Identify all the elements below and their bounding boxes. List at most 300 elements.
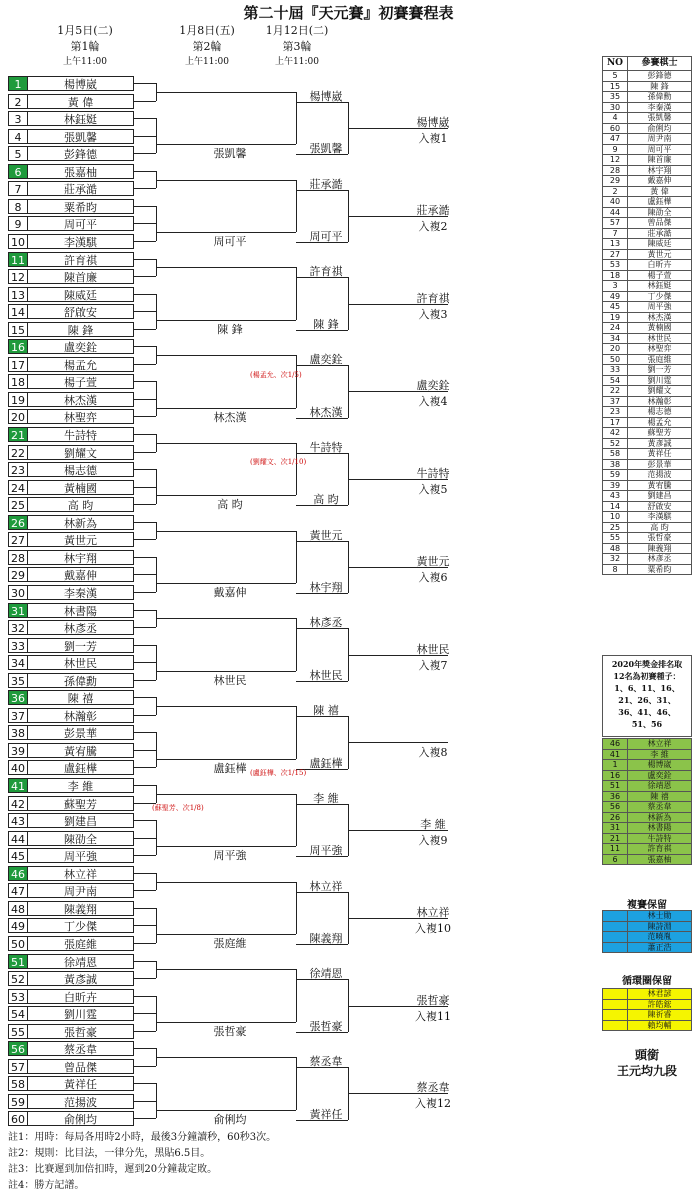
- bracket-line: [134, 171, 156, 172]
- seed-number: 46: [8, 866, 28, 881]
- qualifier-label: 入複7: [418, 658, 448, 672]
- bracket-line: [134, 662, 156, 663]
- reserve-empty: [603, 1010, 628, 1021]
- table-no: 14: [603, 501, 628, 512]
- bracket-line: [134, 767, 156, 768]
- footnote: 註2：規則：比目法，一律分先，黑貼6.5目。: [8, 1148, 211, 1159]
- round-number: 第3輪: [282, 40, 312, 53]
- bracket-line: [256, 618, 296, 619]
- player-name: 盧鈺樺: [28, 760, 134, 775]
- player-name: 楊博崴: [28, 76, 134, 91]
- bracket-line: [156, 267, 256, 268]
- seed-note-line: 36、41、46、: [618, 707, 676, 717]
- table-row: [603, 480, 692, 491]
- bracket-line: [134, 557, 156, 558]
- player-name: 張哲豪: [28, 1024, 134, 1039]
- table-row: [603, 564, 692, 575]
- seed-row: [603, 781, 692, 792]
- table-player: 黃世元: [628, 249, 692, 260]
- bracket-line: [134, 645, 156, 646]
- player-name: 林鈺娗: [28, 111, 134, 126]
- player-name: 黃 偉: [28, 94, 134, 109]
- player-name: 林世民: [28, 655, 134, 670]
- table-player: 俞俐均: [628, 123, 692, 134]
- seed-note-line: 12名為初賽種子：: [613, 671, 681, 681]
- seed-player: 盧奕銓: [628, 770, 692, 781]
- footnote: 註1：用時：每局各用時2小時，最後3分鐘讀秒，60秒3次。: [8, 1132, 277, 1143]
- seed-number: 59: [8, 1094, 28, 1109]
- seed-no: 36: [603, 791, 628, 802]
- bracket-line: [134, 241, 156, 242]
- table-row: [603, 365, 692, 376]
- bracket-line: [256, 443, 296, 444]
- seed-number: 44: [8, 831, 28, 846]
- table-row: [603, 165, 692, 176]
- bracket-line: [134, 978, 156, 979]
- table-row: [603, 533, 692, 544]
- seed-row: [603, 739, 692, 750]
- table-no: 4: [603, 113, 628, 124]
- round3-winner: 許育祺: [416, 291, 450, 305]
- table-no: 43: [603, 491, 628, 502]
- bracket-line: [156, 92, 256, 93]
- seed-number: 42: [8, 796, 28, 811]
- table-no: 2: [603, 186, 628, 197]
- round-number: 第2輪: [192, 40, 222, 53]
- bracket-line: [156, 180, 256, 181]
- round2-player: 林宇翔: [309, 581, 343, 595]
- bracket-line: [156, 908, 157, 934]
- reserve-row: [603, 989, 692, 1000]
- table-row: [603, 291, 692, 302]
- bracket-line: [256, 969, 296, 970]
- bracket-line: [134, 697, 156, 698]
- table-no: 38: [603, 459, 628, 470]
- player-name: 黃彥誠: [28, 971, 134, 986]
- round1-winner: 張哲豪: [213, 1024, 247, 1038]
- table-player: 林鈺娗: [628, 281, 692, 292]
- seed-number: 34: [8, 655, 28, 670]
- reserve-empty: [603, 1020, 628, 1031]
- table-no: 12: [603, 155, 628, 166]
- player-name: 劉一芳: [28, 638, 134, 653]
- round2-player: 楊博崴: [309, 89, 343, 103]
- player-name: 李 維: [28, 778, 134, 793]
- table-player: 莊承澔: [628, 228, 692, 239]
- round3-winner: 楊博崴: [416, 116, 450, 130]
- table-player: 劉一芳: [628, 365, 692, 376]
- player-name: 陳義翔: [28, 901, 134, 916]
- bracket-line: [134, 259, 156, 260]
- bracket-line: [134, 469, 156, 470]
- bracket-line: [156, 1057, 256, 1058]
- round1-winner: 周平強: [213, 849, 247, 863]
- qualifier-label: 入複4: [418, 395, 448, 409]
- seed-row: [603, 760, 692, 771]
- round1-winner: 林杰漢: [213, 410, 247, 424]
- table-player: 周可平: [628, 144, 692, 155]
- table-row: [603, 155, 692, 166]
- bracket-line: [156, 531, 256, 532]
- table-player: 林彥丞: [628, 554, 692, 565]
- bracket-line: [256, 706, 296, 707]
- table-row: [603, 228, 692, 239]
- qualifier-label: 入複10: [415, 921, 451, 935]
- player-name: 黃祥任: [28, 1076, 134, 1091]
- table-row: [603, 186, 692, 197]
- table-no: 25: [603, 522, 628, 533]
- table-no: 9: [603, 144, 628, 155]
- reserve-player: 陳詩淵: [628, 921, 692, 932]
- round1-winner: 張庭維: [213, 937, 247, 951]
- seed-number: 24: [8, 480, 28, 495]
- player-name: 周可平: [28, 216, 134, 231]
- round-time: 上午11:00: [275, 57, 319, 67]
- bracket-line: [134, 504, 156, 505]
- round1-winner: 高 昀: [217, 498, 243, 512]
- bracket-line: [134, 136, 156, 137]
- round1-winner: 陳 鋒: [217, 322, 243, 336]
- bracket-line: [134, 487, 156, 488]
- table-row: [603, 333, 692, 344]
- table-row: [603, 176, 692, 187]
- player-name: 陳 鋒: [28, 322, 134, 337]
- seed-no: 51: [603, 781, 628, 792]
- table-row: [603, 344, 692, 355]
- table-no: 58: [603, 449, 628, 460]
- seed-number: 23: [8, 462, 28, 477]
- seed-player: 徐靖恩: [628, 781, 692, 792]
- seed-number: 13: [8, 287, 28, 302]
- round3-winner: 黃世元: [416, 554, 450, 568]
- qualifier-label: 入複11: [415, 1009, 451, 1023]
- round2-player: 莊承澔: [309, 177, 343, 191]
- reserve-player: 許皓鋐: [628, 999, 692, 1010]
- round3-winner: 蔡丞韋: [416, 1081, 450, 1095]
- bracket-line: [256, 934, 296, 935]
- player-name: 蔡丞韋: [28, 1041, 134, 1056]
- table-row: [603, 197, 692, 208]
- table-player: 周尹南: [628, 134, 692, 145]
- bracket-line: [134, 364, 156, 365]
- seed-no: 6: [603, 854, 628, 865]
- table-no: 40: [603, 197, 628, 208]
- round2-player: 徐靖恩: [309, 967, 343, 981]
- player-name: 丁少傑: [28, 918, 134, 933]
- bracket-line: [156, 645, 157, 671]
- player-name: 莊承澔: [28, 181, 134, 196]
- player-name: 林新為: [28, 515, 134, 530]
- table-no: 13: [603, 239, 628, 250]
- table-no: 34: [603, 333, 628, 344]
- table-no: 53: [603, 260, 628, 271]
- seed-number: 54: [8, 1006, 28, 1021]
- seed-note: [602, 655, 692, 737]
- player-name: 許育祺: [28, 252, 134, 267]
- seed-player: 陳 禧: [628, 791, 692, 802]
- seed-number: 20: [8, 409, 28, 424]
- table-player: 范揚波: [628, 470, 692, 481]
- player-name: 陳劭全: [28, 831, 134, 846]
- table-row: [603, 102, 692, 113]
- round2-player: 許育祺: [309, 265, 343, 279]
- table-row: [603, 260, 692, 271]
- bracket-line: [134, 1066, 156, 1067]
- round2-player: 李 維: [313, 791, 339, 805]
- player-name: 楊子萱: [28, 374, 134, 389]
- bracket-line: [134, 416, 156, 417]
- player-name: 高 昀: [28, 497, 134, 512]
- seed-number: 27: [8, 532, 28, 547]
- table-no: 48: [603, 543, 628, 554]
- table-no: 30: [603, 102, 628, 113]
- player-name: 陳 禧: [28, 690, 134, 705]
- player-name: 張庭維: [28, 936, 134, 951]
- bracket-line: [156, 469, 157, 495]
- table-row: [603, 428, 692, 439]
- round1-winner: 戴嘉伸: [213, 586, 247, 600]
- reserve-row: [603, 932, 692, 943]
- bracket-line: [156, 618, 256, 619]
- round2-player: 陳 鋒: [313, 317, 339, 331]
- bracket-line: [256, 583, 296, 584]
- table-row: [603, 312, 692, 323]
- bracket-line: [134, 294, 156, 295]
- player-name: 陳首廉: [28, 269, 134, 284]
- round1-winner: 周可平: [213, 235, 247, 249]
- seed-number: 60: [8, 1111, 28, 1126]
- seed-number: 26: [8, 515, 28, 530]
- bracket-line: [134, 188, 156, 189]
- table-no: 24: [603, 323, 628, 334]
- table-player: 黃宥騰: [628, 480, 692, 491]
- bracket-line: [348, 742, 448, 743]
- bracket-line: [134, 83, 156, 84]
- seed-row: [603, 812, 692, 823]
- round3-winner: 林世民: [416, 642, 450, 656]
- round3-winner: 李 維: [420, 818, 446, 832]
- table-row: [603, 207, 692, 218]
- round-header: [242, 22, 352, 67]
- table-player: 林聖弈: [628, 344, 692, 355]
- seed-row: [603, 854, 692, 865]
- table-row: [603, 470, 692, 481]
- player-name: 黃楠國: [28, 480, 134, 495]
- bracket-line: [256, 1057, 296, 1058]
- bracket-line: [134, 399, 156, 400]
- player-name: 蘇聖芳: [28, 796, 134, 811]
- table-no: 57: [603, 218, 628, 229]
- table-no: 55: [603, 533, 628, 544]
- seed-no: 11: [603, 844, 628, 855]
- table-player: 劉建昌: [628, 491, 692, 502]
- player-name: 林瀚彰: [28, 708, 134, 723]
- table-row: [603, 491, 692, 502]
- table-no: 22: [603, 386, 628, 397]
- player-name: 周平強: [28, 848, 134, 863]
- seed-number: 52: [8, 971, 28, 986]
- bracket-line: [256, 180, 296, 181]
- bracket-line: [134, 329, 156, 330]
- seed-number: 5: [8, 146, 28, 161]
- seed-no: 26: [603, 812, 628, 823]
- reserve-player: 范曉胤: [628, 932, 692, 943]
- reserve-empty: [603, 989, 628, 1000]
- round1-winner: 林世民: [213, 673, 247, 687]
- seed-number: 43: [8, 813, 28, 828]
- seed-number: 56: [8, 1041, 28, 1056]
- table-no: 33: [603, 365, 628, 376]
- seed-number: 51: [8, 954, 28, 969]
- round2-player: 盧奕銓: [309, 353, 343, 367]
- table-player: 陳 鋒: [628, 81, 692, 92]
- seed-number: 1: [8, 76, 28, 91]
- head-title-label: 頭銜: [634, 1048, 659, 1062]
- table-player: 張哲豪: [628, 533, 692, 544]
- player-name: 林宇翔: [28, 550, 134, 565]
- player-name: 牛詩特: [28, 427, 134, 442]
- player-name: 戴嘉伸: [28, 567, 134, 582]
- reserve-row: [603, 1010, 692, 1021]
- table-no: 7: [603, 228, 628, 239]
- reserve-empty: [603, 921, 628, 932]
- round-time: 上午11:00: [185, 57, 229, 67]
- table-no: 8: [603, 564, 628, 575]
- seed-player: 李 維: [628, 749, 692, 760]
- bracket-line: [256, 1110, 296, 1111]
- seed-number: 49: [8, 918, 28, 933]
- round3-winner: 張哲豪: [416, 993, 450, 1007]
- round-date: 1月5日(二): [57, 24, 113, 37]
- table-row: [603, 407, 692, 418]
- table-row: [603, 417, 692, 428]
- table-no: 37: [603, 396, 628, 407]
- seed-row: [603, 770, 692, 781]
- table-player: 楊子萱: [628, 270, 692, 281]
- player-name: 曾品傑: [28, 1059, 134, 1074]
- bracket-line: [134, 522, 156, 523]
- table-row: [603, 375, 692, 386]
- player-name: 張凱馨: [28, 129, 134, 144]
- table-player: 周平強: [628, 302, 692, 313]
- bracket-line: [134, 732, 156, 733]
- table-player: 孫偉勳: [628, 92, 692, 103]
- seed-number: 50: [8, 936, 28, 951]
- table-player: 楊志德: [628, 407, 692, 418]
- table-row: [603, 123, 692, 134]
- reserve-empty: [603, 942, 628, 953]
- bracket-line: [134, 890, 156, 891]
- seed-row: [603, 749, 692, 760]
- table-no: 5: [603, 71, 628, 82]
- table-player: 彭景華: [628, 459, 692, 470]
- round-time: 上午11:00: [63, 57, 107, 67]
- seed-number: 16: [8, 339, 28, 354]
- seed-number: 8: [8, 199, 28, 214]
- seed-number: 2: [8, 94, 28, 109]
- table-no: 32: [603, 554, 628, 565]
- table-player: 劉耀文: [628, 386, 692, 397]
- seed-number: 28: [8, 550, 28, 565]
- reserve-empty: [603, 932, 628, 943]
- player-name: 楊志德: [28, 462, 134, 477]
- round2-player: 張哲豪: [309, 1019, 343, 1033]
- qualifier-label: 入複8: [418, 746, 448, 760]
- bracket-line: [134, 1083, 156, 1084]
- seed-number: 31: [8, 603, 28, 618]
- table-player: 陳義翔: [628, 543, 692, 554]
- player-name: 劉川霆: [28, 1006, 134, 1021]
- round2-player: 黃祥任: [309, 1107, 343, 1121]
- table-player: 彭鋒德: [628, 71, 692, 82]
- bracket-line: [134, 820, 156, 821]
- seed-number: 40: [8, 760, 28, 775]
- table-player: 陳首廉: [628, 155, 692, 166]
- table-player: 劉川霆: [628, 375, 692, 386]
- table-player: 陳威廷: [628, 239, 692, 250]
- table-head-name: 參賽棋士: [628, 57, 692, 71]
- table-row: [603, 543, 692, 554]
- table-row: [603, 501, 692, 512]
- round2-player: 陳 禧: [313, 704, 339, 718]
- reserve-player: 林士勛: [628, 911, 692, 922]
- seed-number: 15: [8, 322, 28, 337]
- player-name: 彭景華: [28, 725, 134, 740]
- seed-player: 許育祺: [628, 844, 692, 855]
- player-table: [602, 56, 692, 575]
- bracket-line: [134, 311, 156, 312]
- bracket-line: [256, 1022, 296, 1023]
- bracket-line: [134, 434, 156, 435]
- bracket-line: [156, 794, 256, 795]
- table-no: 28: [603, 165, 628, 176]
- forfeit-note: (楊孟允、次1/5): [250, 370, 302, 379]
- seed-number: 18: [8, 374, 28, 389]
- bracket-line: [256, 846, 296, 847]
- table-player: 張庭維: [628, 354, 692, 365]
- reserve-a-title: 複賽保留: [627, 900, 667, 911]
- bracket-line: [134, 452, 156, 453]
- player-name: 俞俐均: [28, 1111, 134, 1126]
- round1-winner: 俞俐均: [213, 1112, 247, 1126]
- player-name: 彭鋒德: [28, 146, 134, 161]
- round2-player: 黃世元: [309, 528, 343, 542]
- bracket-line: [256, 882, 296, 883]
- table-player: 曾品傑: [628, 218, 692, 229]
- round-date: 1月12日(二): [265, 24, 329, 37]
- bracket-line: [256, 759, 296, 760]
- player-name: 劉耀文: [28, 445, 134, 460]
- table-no: 23: [603, 407, 628, 418]
- bracket-line: [134, 1101, 156, 1102]
- forfeit-note: (蘇聖芳、次1/8): [152, 804, 204, 813]
- reserve-player: 陳祈睿: [628, 1010, 692, 1021]
- bracket-line: [134, 346, 156, 347]
- qualifier-label: 入複3: [418, 307, 448, 321]
- bracket-line: [134, 1118, 156, 1119]
- table-no: 27: [603, 249, 628, 260]
- seed-number: 10: [8, 234, 28, 249]
- seed-number: 7: [8, 181, 28, 196]
- bracket-line: [256, 531, 296, 532]
- seed-row: [603, 791, 692, 802]
- player-name: 劉建昌: [28, 813, 134, 828]
- bracket-line: [134, 908, 156, 909]
- qualifier-label: 入複1: [418, 132, 448, 146]
- bracket-line: [256, 794, 296, 795]
- seed-no: 1: [603, 760, 628, 771]
- bracket-line: [134, 574, 156, 575]
